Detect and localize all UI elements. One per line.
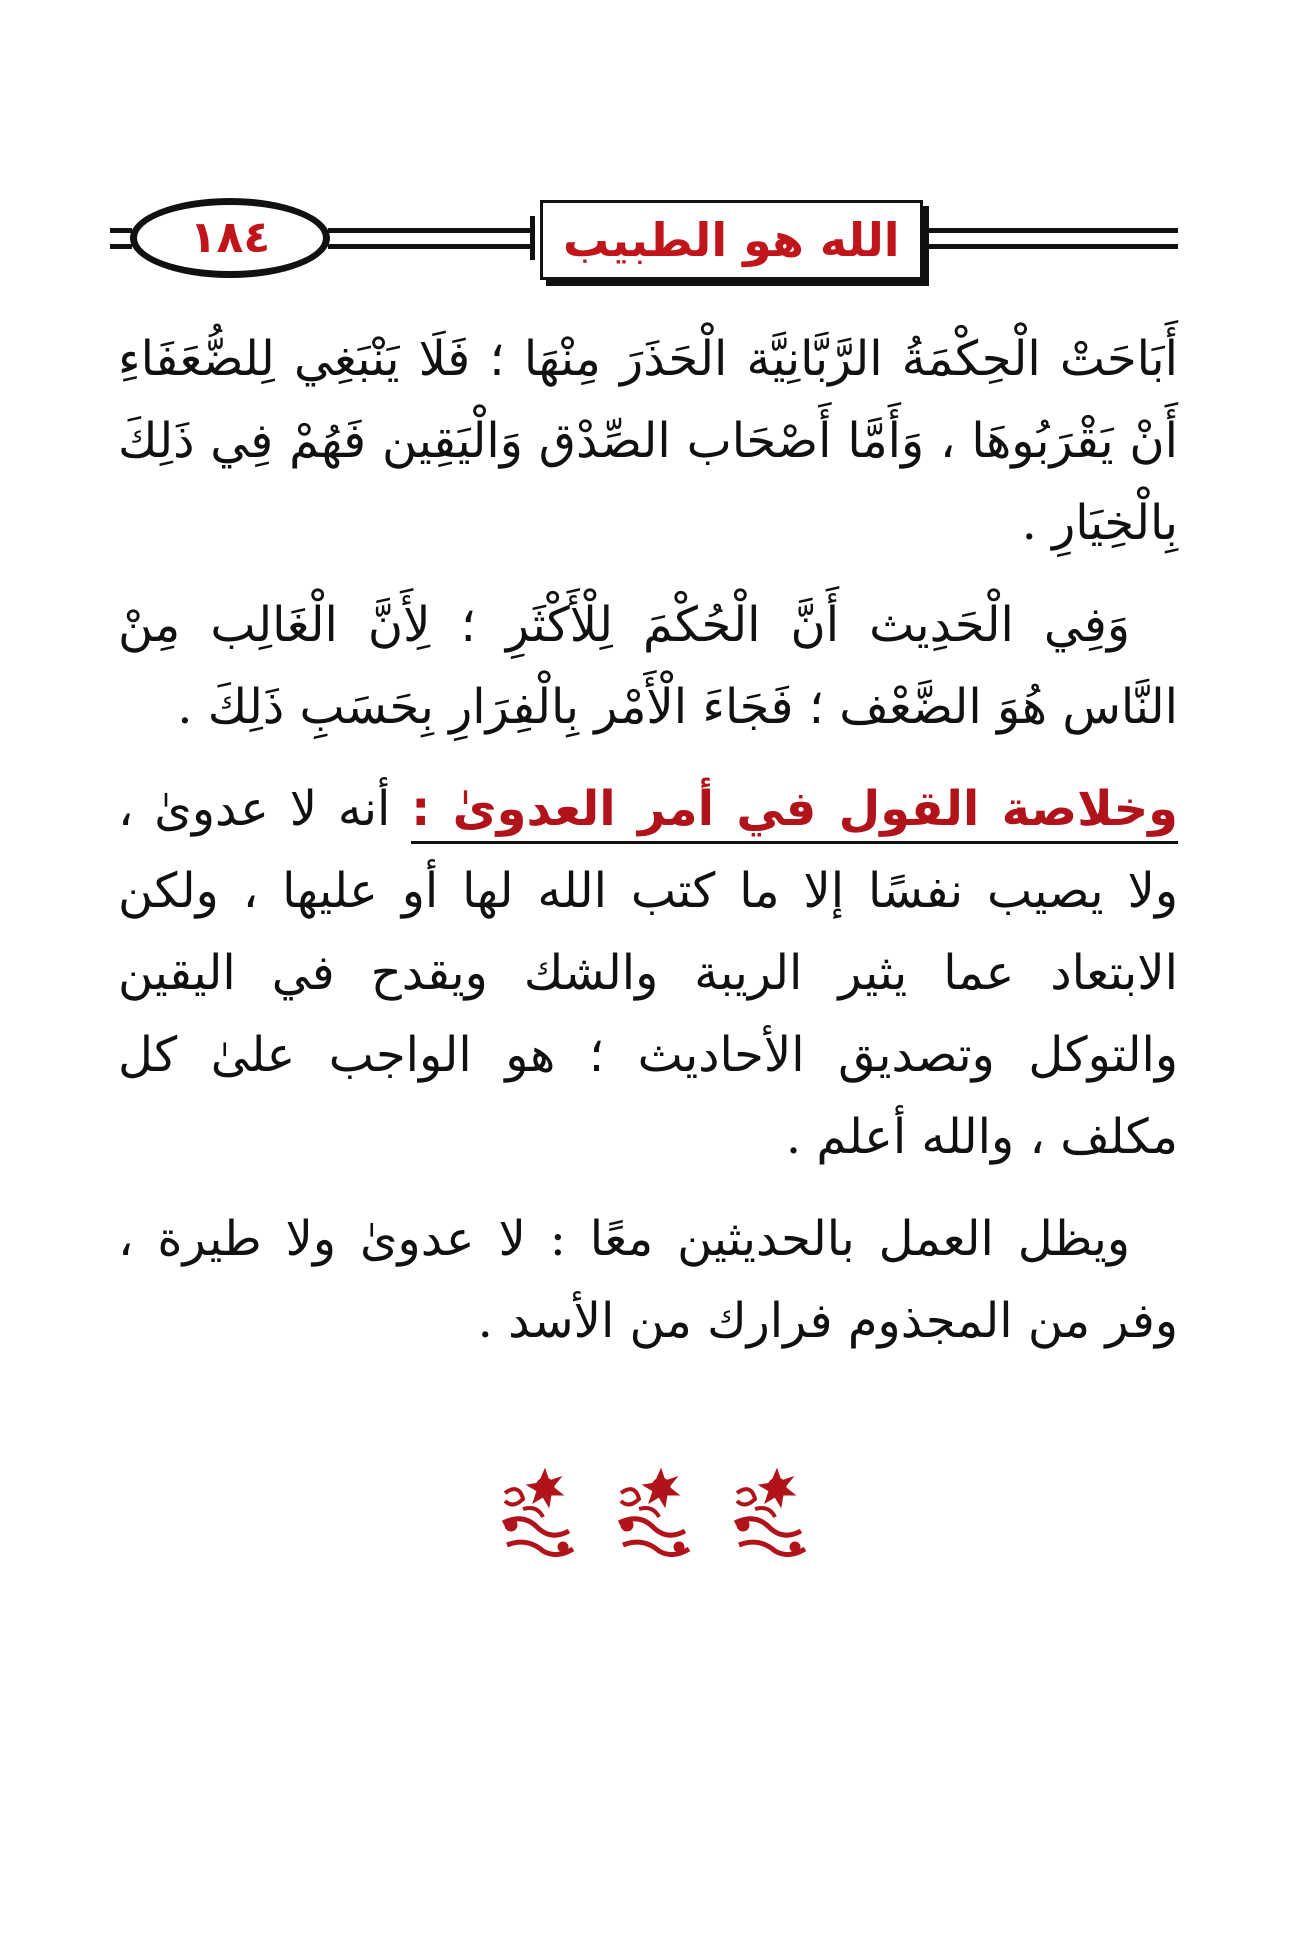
end-ornament [0,1465,1304,1565]
paragraph-2: وَفِي الْحَدِيث أَنَّ الْحُكْمَ لِلْأَكْثَرِ ؛ لِأَنَّ الْغَالِب مِنْ النَّاس هُوَ الضَّعْف ؛ فَجَاءَ الْأَمْر بِالْفِرَارِ بِحَسَبِ ذَلِكَ . [118,597,1178,735]
page-number-badge [130,198,330,278]
page-number: ١٨٤ [189,212,271,263]
paragraph-3 [118,768,1178,1178]
floral-ornament-icon [609,1465,695,1561]
page-header [110,190,1178,290]
paragraph-1: أَبَاحَتْ الْحِكْمَةُ الرَّبَّانِيَّة الْحَذَرَ مِنْهَا ؛ فَلَا يَنْبَغِي لِلضُّعَفَاءِ أَنْ يَقْرَبُوهَا ، وَأَمَّا أَصْحَاب الصِّدْق وَالْيَقِين فَهُمْ فِي ذَلِكَ بِالْخِيَارِ . [118,331,1178,551]
running-title-box [540,200,923,280]
paragraph-4: ويظل العمل بالحديثين معًا : لا عدوىٰ ولا طيرة ، وفر من المجذوم فرارك من الأسد . [118,1211,1178,1349]
floral-ornament-icon [493,1465,579,1561]
running-title: الله هو الطبيب [563,213,900,267]
paragraph-3-text: أنه لا عدوىٰ ، ولا يصيب نفسًا إلا ما كتب الله لها أو عليها ، ولكن الابتعاد عما يثير الريبة والشك ويقدح في اليقين والتوكل وتصديق الأحاديث ؛ هو الواجب علىٰ كل مكلف ، والله أعلم . [118,781,1178,1165]
page-body [118,318,1178,1382]
section-heading: وخلاصة القول في أمر العدوىٰ : [411,781,1178,844]
floral-ornament-icon [725,1465,811,1561]
